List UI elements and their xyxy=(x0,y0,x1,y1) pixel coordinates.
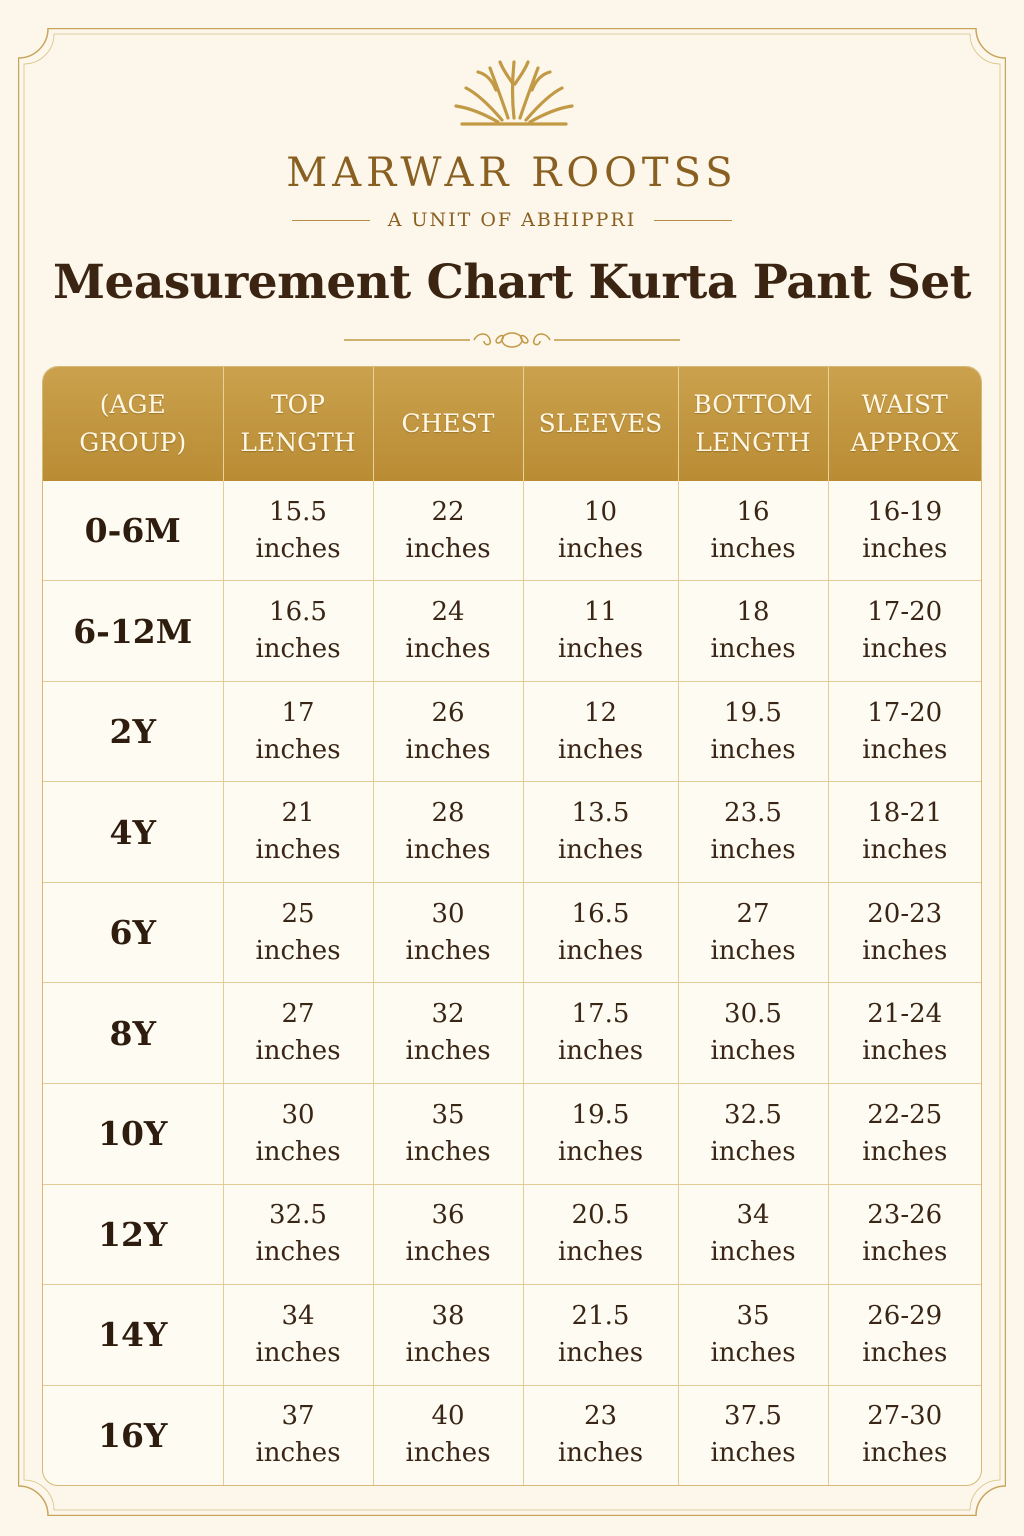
measurement-unit: inches xyxy=(557,1036,644,1067)
header-age-group: (AGE GROUP) xyxy=(43,367,223,481)
measurement-unit: inches xyxy=(862,533,948,564)
cell-age: 0-6M xyxy=(43,481,223,581)
table-row xyxy=(43,1184,981,1285)
cell-sleeves xyxy=(523,481,678,581)
measurement-value: 16-19 xyxy=(867,496,943,527)
cell-waist-approx xyxy=(828,681,981,782)
measurement-unit: inches xyxy=(557,835,644,866)
measurement-unit: inches xyxy=(862,1438,948,1469)
cell-waist-approx xyxy=(828,1084,981,1185)
header-top-length: TOP LENGTH xyxy=(223,367,373,481)
cell-bottom-length xyxy=(678,681,828,782)
measurement-value: 35 xyxy=(736,1300,770,1331)
measurement-value: 32.5 xyxy=(269,1200,327,1231)
measurement-value: 23.5 xyxy=(724,798,782,829)
cell-bottom-length xyxy=(678,481,828,581)
cell-chest xyxy=(373,782,523,883)
measurement-value: 36 xyxy=(431,1200,465,1231)
cell-sleeves xyxy=(523,1084,678,1185)
measurement-unit: inches xyxy=(405,935,491,966)
measurement-value: 27-30 xyxy=(867,1401,943,1432)
cell-waist-approx xyxy=(828,581,981,682)
table-row xyxy=(43,1285,981,1386)
cell-bottom-length xyxy=(678,782,828,883)
measurement-value: 26-29 xyxy=(867,1300,943,1331)
cell-chest xyxy=(373,481,523,581)
measurement-unit: inches xyxy=(710,634,796,665)
measurement-value: 17-20 xyxy=(867,597,943,628)
cell-waist-approx xyxy=(828,1385,981,1485)
measurement-unit: inches xyxy=(255,1036,341,1067)
measurement-unit: inches xyxy=(405,533,491,564)
cell-age: 8Y xyxy=(43,983,223,1084)
measurement-value: 17 xyxy=(281,697,315,728)
measurement-unit: inches xyxy=(405,1337,491,1368)
cell-sleeves xyxy=(523,681,678,782)
cell-waist-approx xyxy=(828,1285,981,1386)
measurement-value: 32.5 xyxy=(724,1099,782,1130)
table-row xyxy=(43,983,981,1084)
measurement-unit: inches xyxy=(862,1237,948,1268)
measurement-value: 18-21 xyxy=(867,798,943,829)
measurement-unit: inches xyxy=(710,1337,796,1368)
measurement-value: 11 xyxy=(583,597,618,628)
measurement-unit: inches xyxy=(557,1438,644,1469)
brand-tagline-row xyxy=(0,206,1024,234)
table-header-row xyxy=(43,367,981,481)
cell-bottom-length xyxy=(678,882,828,983)
measurement-value: 34 xyxy=(281,1300,315,1331)
table-row xyxy=(43,481,981,581)
cell-waist-approx xyxy=(828,1184,981,1285)
cell-chest xyxy=(373,1084,523,1185)
measurement-value: 20-23 xyxy=(867,898,943,929)
cell-waist-approx xyxy=(828,882,981,983)
cell-top-length xyxy=(223,782,373,883)
measurement-value: 22-25 xyxy=(867,1099,943,1130)
measurement-value: 15.5 xyxy=(269,496,327,527)
measurement-value: 23 xyxy=(583,1401,618,1432)
measurement-value: 38 xyxy=(431,1300,465,1331)
tree-roots-icon xyxy=(452,58,576,128)
measurement-unit: inches xyxy=(557,1237,644,1268)
cell-top-length xyxy=(223,983,373,1084)
measurement-unit: inches xyxy=(557,1337,644,1368)
cell-sleeves xyxy=(523,983,678,1084)
measurement-unit: inches xyxy=(710,533,796,564)
measurement-value: 37 xyxy=(281,1401,315,1432)
cell-bottom-length xyxy=(678,1084,828,1185)
measurement-value: 23-26 xyxy=(867,1200,943,1231)
cell-age: 2Y xyxy=(43,681,223,782)
measurement-value: 28 xyxy=(431,798,465,829)
measurement-unit: inches xyxy=(255,1337,341,1368)
cell-age: 4Y xyxy=(43,782,223,883)
cell-sleeves xyxy=(523,782,678,883)
cell-chest xyxy=(373,681,523,782)
measurement-unit: inches xyxy=(862,634,948,665)
cell-waist-approx xyxy=(828,983,981,1084)
cell-chest xyxy=(373,1285,523,1386)
brand-name: MARWAR ROOTSS xyxy=(286,150,738,196)
measurement-unit: inches xyxy=(557,634,644,665)
scroll-ornament-icon xyxy=(344,328,680,352)
measurement-unit: inches xyxy=(710,734,796,765)
measurement-unit: inches xyxy=(405,835,491,866)
measurement-unit: inches xyxy=(557,935,644,966)
measurement-unit: inches xyxy=(862,835,948,866)
cell-top-length xyxy=(223,882,373,983)
cell-chest xyxy=(373,882,523,983)
measurement-value: 17-20 xyxy=(867,697,943,728)
measurement-value: 24 xyxy=(431,597,465,628)
measurement-value: 26 xyxy=(431,697,465,728)
measurement-value: 19.5 xyxy=(724,697,782,728)
measurement-value: 12 xyxy=(583,697,618,728)
measurement-value: 21 xyxy=(281,798,315,829)
cell-top-length xyxy=(223,1285,373,1386)
measurement-value: 17.5 xyxy=(571,999,630,1030)
cell-age: 6Y xyxy=(43,882,223,983)
measurement-unit: inches xyxy=(710,935,796,966)
measurement-unit: inches xyxy=(862,1036,948,1067)
measurement-value: 27 xyxy=(281,999,315,1030)
measurement-unit: inches xyxy=(255,835,341,866)
measurement-unit: inches xyxy=(405,634,491,665)
cell-age: 14Y xyxy=(43,1285,223,1386)
cell-sleeves xyxy=(523,581,678,682)
measurement-value: 34 xyxy=(736,1200,770,1231)
measurement-unit: inches xyxy=(255,1438,341,1469)
cell-waist-approx xyxy=(828,481,981,581)
measurement-value: 40 xyxy=(431,1401,465,1432)
table-row xyxy=(43,782,981,883)
cell-chest xyxy=(373,581,523,682)
measurement-unit: inches xyxy=(405,734,491,765)
cell-chest xyxy=(373,983,523,1084)
measurement-value: 10 xyxy=(583,496,618,527)
measurement-value: 32 xyxy=(431,999,465,1030)
tagline-rule-right xyxy=(654,220,732,221)
brand-tagline: A UNIT OF ABHIPPRI xyxy=(387,209,637,231)
measurement-unit: inches xyxy=(557,1136,644,1167)
header-waist-approx: WAIST APPROX xyxy=(828,367,981,481)
measurement-unit: inches xyxy=(862,734,948,765)
table-row xyxy=(43,1084,981,1185)
measurement-value: 30 xyxy=(281,1099,315,1130)
table-row xyxy=(43,1385,981,1485)
cell-top-length xyxy=(223,581,373,682)
measurement-value: 16 xyxy=(736,496,770,527)
table-row xyxy=(43,882,981,983)
cell-waist-approx xyxy=(828,782,981,883)
cell-sleeves xyxy=(523,1285,678,1386)
header-chest: CHEST xyxy=(373,367,523,481)
header-sleeves: SLEEVES xyxy=(523,367,678,481)
cell-age: 16Y xyxy=(43,1385,223,1485)
measurement-unit: inches xyxy=(405,1438,491,1469)
cell-bottom-length xyxy=(678,1285,828,1386)
measurement-unit: inches xyxy=(862,935,948,966)
cell-sleeves xyxy=(523,1385,678,1485)
cell-bottom-length xyxy=(678,1385,828,1485)
measurement-unit: inches xyxy=(255,634,341,665)
page-title: Measurement Chart Kurta Pant Set xyxy=(52,255,972,310)
table-row xyxy=(43,681,981,782)
measurement-value: 16.5 xyxy=(571,898,630,929)
measurement-unit: inches xyxy=(710,835,796,866)
measurement-value: 30 xyxy=(431,898,465,929)
measurement-unit: inches xyxy=(255,1136,341,1167)
measurement-value: 19.5 xyxy=(571,1099,630,1130)
measurement-unit: inches xyxy=(405,1136,491,1167)
measurement-unit: inches xyxy=(255,533,341,564)
measurement-value: 16.5 xyxy=(269,597,327,628)
cell-age: 6-12M xyxy=(43,581,223,682)
measurement-unit: inches xyxy=(710,1438,796,1469)
measurement-unit: inches xyxy=(862,1337,948,1368)
measurement-value: 35 xyxy=(431,1099,465,1130)
cell-top-length xyxy=(223,1184,373,1285)
cell-bottom-length xyxy=(678,983,828,1084)
measurement-unit: inches xyxy=(710,1136,796,1167)
cell-chest xyxy=(373,1184,523,1285)
measurement-value: 21.5 xyxy=(571,1300,630,1331)
measurement-table xyxy=(42,366,982,1486)
header-bottom-length: BOTTOM LENGTH xyxy=(678,367,828,481)
measurement-unit: inches xyxy=(710,1036,796,1067)
measurement-value: 13.5 xyxy=(571,798,630,829)
measurement-unit: inches xyxy=(557,533,644,564)
measurement-value: 30.5 xyxy=(724,999,782,1030)
cell-sleeves xyxy=(523,1184,678,1285)
tagline-rule-left xyxy=(292,220,370,221)
cell-top-length xyxy=(223,1084,373,1185)
cell-top-length xyxy=(223,481,373,581)
measurement-value: 18 xyxy=(736,597,770,628)
measurement-unit: inches xyxy=(255,734,341,765)
measurement-value: 25 xyxy=(281,898,315,929)
table-row xyxy=(43,581,981,682)
measurement-value: 37.5 xyxy=(724,1401,782,1432)
cell-top-length xyxy=(223,681,373,782)
measurement-unit: inches xyxy=(405,1036,491,1067)
measurement-unit: inches xyxy=(557,734,644,765)
measurement-unit: inches xyxy=(255,935,341,966)
cell-bottom-length xyxy=(678,1184,828,1285)
measurement-unit: inches xyxy=(862,1136,948,1167)
measurement-unit: inches xyxy=(710,1237,796,1268)
measurement-value: 27 xyxy=(736,898,770,929)
measurement-unit: inches xyxy=(405,1237,491,1268)
measurement-unit: inches xyxy=(255,1237,341,1268)
cell-bottom-length xyxy=(678,581,828,682)
cell-top-length xyxy=(223,1385,373,1485)
cell-chest xyxy=(373,1385,523,1485)
measurement-value: 22 xyxy=(431,496,465,527)
cell-sleeves xyxy=(523,882,678,983)
cell-age: 12Y xyxy=(43,1184,223,1285)
measurement-value: 20.5 xyxy=(571,1200,630,1231)
cell-age: 10Y xyxy=(43,1084,223,1185)
measurement-value: 21-24 xyxy=(867,999,943,1030)
